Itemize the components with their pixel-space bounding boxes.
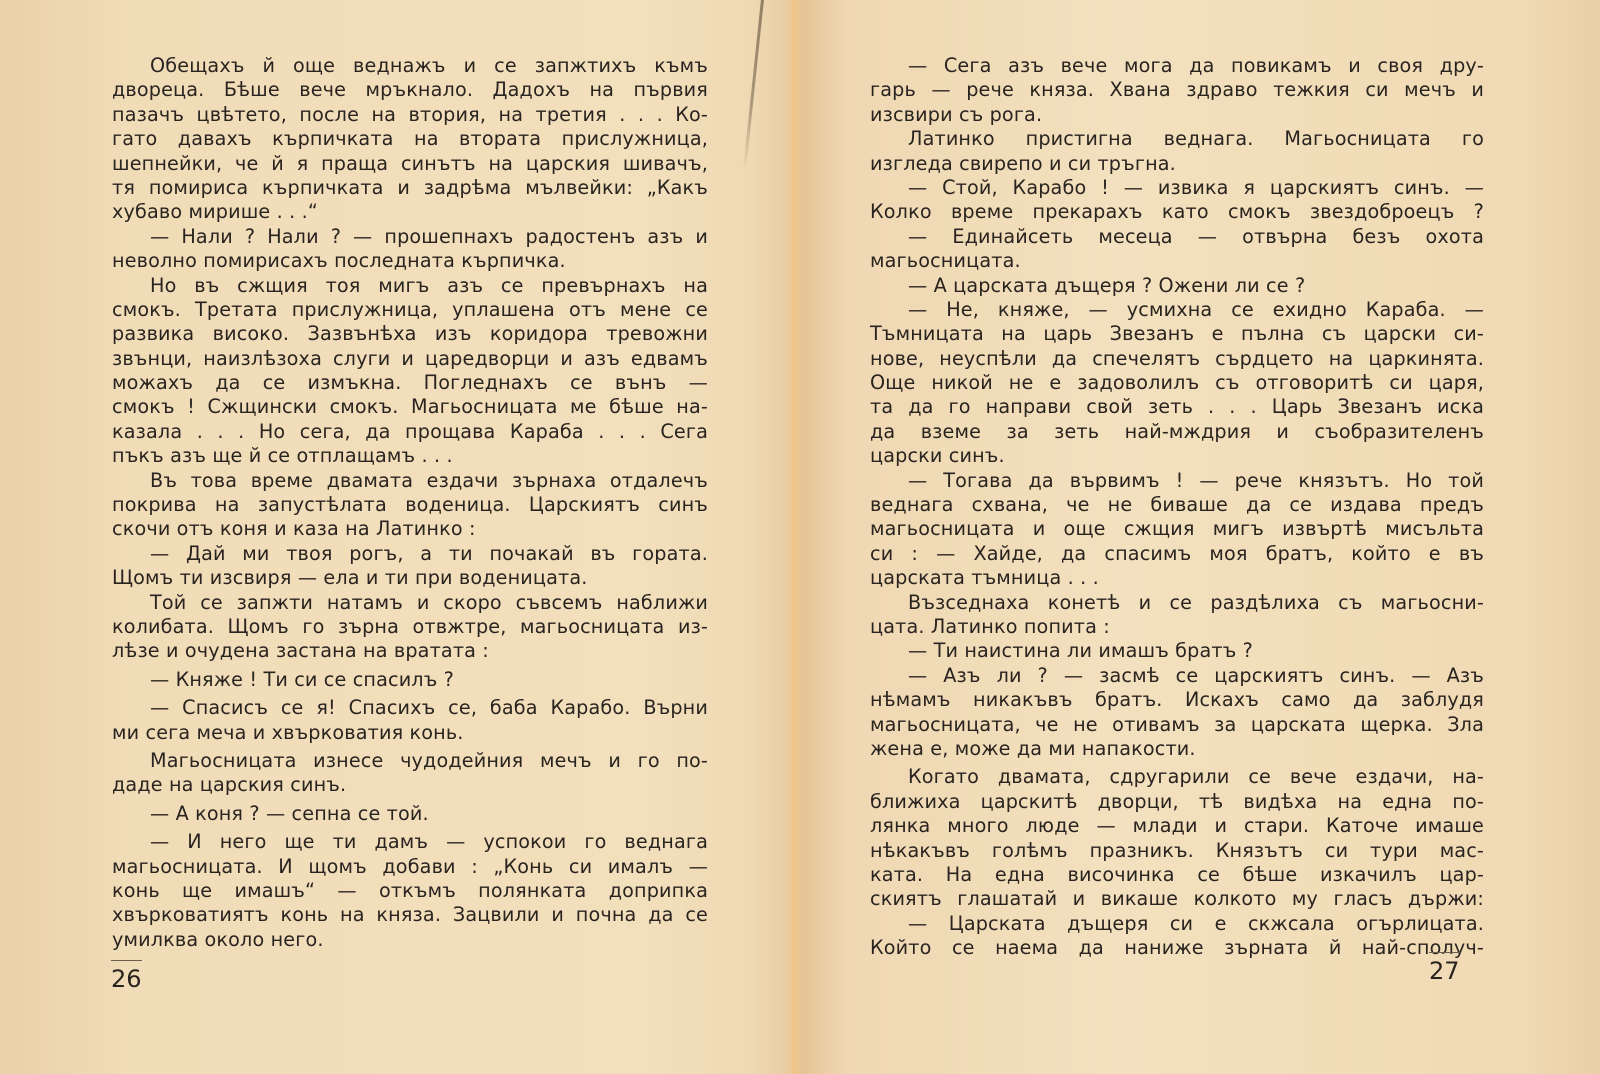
right-page-text [870,54,1484,960]
text-line: Латинко пристигна веднага. Магьосницата го [908,127,1484,151]
text-line: — Стой, Карабо ! — извика я царскиятъ синъ. — [908,175,1484,199]
text-line: магьосницата и още сжщия мигъ извъртѣ мисъльта [870,517,1484,541]
text-line: шепнейки, че й я праща синътъ на царския шивачъ, [112,151,708,175]
text-line: умилква около него. [112,927,324,951]
text-line: развика високо. Зазвънѣха изъ коридора тревожни [112,322,708,346]
page-crease [743,0,764,170]
text-line: лянка много люде — млади и стари. Каточе имаше [870,814,1484,838]
text-line: ми сега меча и хвърковатия конь. [112,720,464,744]
text-line: можахъ да се измъкна. Погледнахъ се вънъ — [112,371,708,395]
text-line: — Спасисъ се я! Спасихъ се, баба Карабо. Върни [150,696,708,720]
text-line: колибата. Щомъ го зърна отвжтре, магьосницата из- [112,614,708,638]
text-line: та да го направи свой зеть . . . Царь Звезанъ иска [870,395,1484,419]
text-line: магьосницата. [870,249,1021,273]
text-line: Още никой не е задоволилъ съ отговоритѣ си царя, [870,371,1484,395]
text-line: Възседнаха конетѣ и се раздѣлиха съ магьосни- [908,590,1484,614]
text-line: скочи отъ коня и каза на Латинко : [112,517,476,541]
text-line: конь ще имашъ“ — откъмъ полянката доприпка [112,878,708,902]
text-line: Който се наема да наниже зърната й най-сполуч- [870,936,1484,960]
text-line: даде на царския синъ. [112,773,347,797]
text-line: смокъ ! Сжщински смокъ. Магьосницата ме бѣше на- [112,395,708,419]
text-line: скиятъ глашатай и викаше колкото му гласъ държи: [870,887,1484,911]
text-line: тя помириса кърпичката и задрѣма мълвейки: „Какъ [112,175,708,199]
text-line: нѣкакъвъ голѣмъ празникъ. Князътъ си тури мас- [870,838,1484,862]
text-line: — Тогава да вървимъ ! — рече князътъ. Но той [908,468,1484,492]
text-line: смокъ. Третата прислужница, уплашена отъ мене се [112,297,708,321]
text-line: — Сега азъ вече мога да повикамъ и своя дру- [908,54,1484,77]
text-line: Тъмницата на царь Звезанъ е пълна съ царски си- [870,322,1484,346]
text-line: Въ това време двамата ездачи зърнаха отдалечъ [150,468,708,492]
text-line: веднага схвана, че не биваше да се издава предъ [870,493,1484,517]
text-line: пазачъ цвѣтето, после на втория, на третия . . . Ко- [112,102,708,126]
text-line: да вземе за зеть най-мждрия и съобразителенъ [870,419,1484,443]
text-line: пъкъ азъ ще й се отплащамъ . . . [112,444,453,468]
text-line: покрива на запустѣлата воденица. Царскиятъ синъ [112,493,708,517]
text-line: — Царската дъщеря си е скжсала огърлицата. [908,911,1484,935]
text-line: — И него ще ти дамъ — успокои го веднага [150,830,708,854]
text-line: Обещахъ й още веднажъ и се запжтихъ къмъ [150,54,708,77]
text-line: — А коня ? — сепна се той. [150,801,429,825]
text-line: хвърковатиятъ конь на княза. Зацвили и почна да се [112,903,708,927]
text-line: ближиха царскитѣ дворци, тѣ видѣха на една по- [870,789,1484,813]
text-line: изсвири съ рога. [870,102,1043,126]
text-line: магьосницата, че не отивамъ за царската щерка. Зла [870,712,1484,736]
text-line: гарь — рече княза. Хвана здраво тежкия си мечъ и [870,78,1484,102]
text-line: звънци, наизлѣзоха слуги и царедворци и азъ едвамъ [112,346,708,370]
right-page-number: 27 [1429,957,1460,985]
text-line: неволно помирисахъ последната кърпичка. [112,249,566,273]
left-page-number: 26 [111,965,142,993]
text-line: хубаво мирише . . .“ [112,200,318,224]
text-line: двореца. Бѣше вече мръкнало. Дадохъ на първия [112,78,708,102]
text-line: — Не, княже, — усмихна се ехидно Караба. — [908,297,1484,321]
text-line: — Единайсеть месеца — отвърна безъ охота [908,224,1484,248]
text-line: — Княже ! Ти си се спасилъ ? [150,667,455,691]
text-line: магьосницата. И щомъ добави : „Конь си ималъ — [112,854,708,878]
text-line: Но въ сжщия тоя мигъ азъ се превърнахъ на [150,273,708,297]
text-line: казала . . . Но сега, да прощава Караба . . . Сега [112,419,708,443]
text-line: царската тъмница . . . [870,566,1099,590]
text-line: изгледа свирепо и си тръгна. [870,151,1176,175]
text-line: Магьосницата изнесе чудодейния мечъ и го по- [150,748,708,772]
text-line: си : — Хайде, да спасимъ моя братъ, който е въ [870,541,1484,565]
text-line: ката. На една височинка се бѣше изкачилъ цар- [870,862,1484,886]
text-line: Щомъ ти изсвиря — ела и ти при воденицата. [112,566,588,590]
text-line: жена е, може да ми напакости. [870,736,1196,760]
text-line: Той се запжти натамъ и скоро съвсемъ наближи [150,590,708,614]
text-line: — Ти наистина ли имашъ братъ ? [908,639,1253,663]
text-line: — Азъ ли ? — засмѣ се царскиятъ синъ. — Азъ [908,663,1484,687]
text-line: царски синъ. [870,444,1005,468]
text-line: нове, неуспѣли да спечелятъ сърдцето на царкинята. [870,346,1484,370]
text-line: — Дай ми твоя рогъ, а ти почакай въ гората. [150,541,708,565]
text-line: нѣмамъ никакъвъ братъ. Искахъ само да заблудя [870,688,1484,712]
left-page-text [112,54,708,952]
text-line: — Нали ? Нали ? — прошепнахъ радостенъ азъ и [150,224,708,248]
text-line: — А царската дъщеря ? Ожени ли се ? [908,273,1306,297]
text-line: лѣзе и очудена застана на вратата : [112,639,489,663]
text-line: Когато двамата, сдругарили се вече ездачи, на- [908,765,1484,789]
text-line: Колко време прекарахъ като смокъ звездоброецъ ? [870,200,1484,224]
text-line: гато давахъ кърпичката на втората прислужница, [112,127,708,151]
text-line: цата. Латинко попита : [870,614,1110,638]
